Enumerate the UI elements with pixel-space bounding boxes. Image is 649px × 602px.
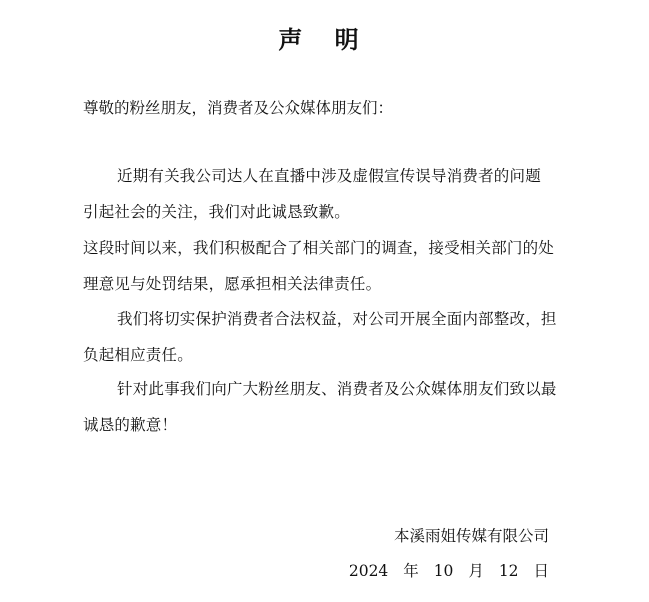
paragraph-2-line-2: 理意见与处罚结果，愿承担相关法律责任。: [83, 275, 382, 293]
statement-date: [349, 559, 549, 581]
date-year-unit: 年: [403, 562, 419, 580]
paragraph-1-line-2: 引起社会的关注，我们对此诚恳致歉。: [83, 203, 350, 221]
document-title: 声 明: [278, 26, 371, 54]
salutation: 尊敬的粉丝朋友，消费者及公众媒体朋友们：: [83, 99, 394, 117]
date-day-unit: 日: [533, 562, 549, 580]
paragraph-1-line-1: 近期有关我公司达人在直播中涉及虚假宣传误导消费者的问题: [117, 167, 541, 185]
paragraph-2-line-1: 这段时间以来，我们积极配合了相关部门的调查，接受相关部门的处: [83, 239, 555, 257]
paragraph-3-line-2: 负起相应责任。: [83, 346, 193, 364]
company-signature: 本溪雨姐传媒有限公司: [393, 527, 549, 545]
date-month-unit: 月: [468, 562, 484, 580]
date-month: 10: [433, 562, 454, 580]
paragraph-4-line-1: 针对此事我们向广大粉丝朋友、消费者及公众媒体朋友们致以最: [117, 380, 557, 398]
date-year: 2024: [348, 562, 389, 580]
date-day: 12: [498, 562, 519, 580]
paragraph-4-line-2: 诚恳的歉意！: [83, 416, 178, 434]
paragraph-3-line-1: 我们将切实保护消费者合法权益，对公司开展全面内部整改，担: [117, 310, 557, 328]
